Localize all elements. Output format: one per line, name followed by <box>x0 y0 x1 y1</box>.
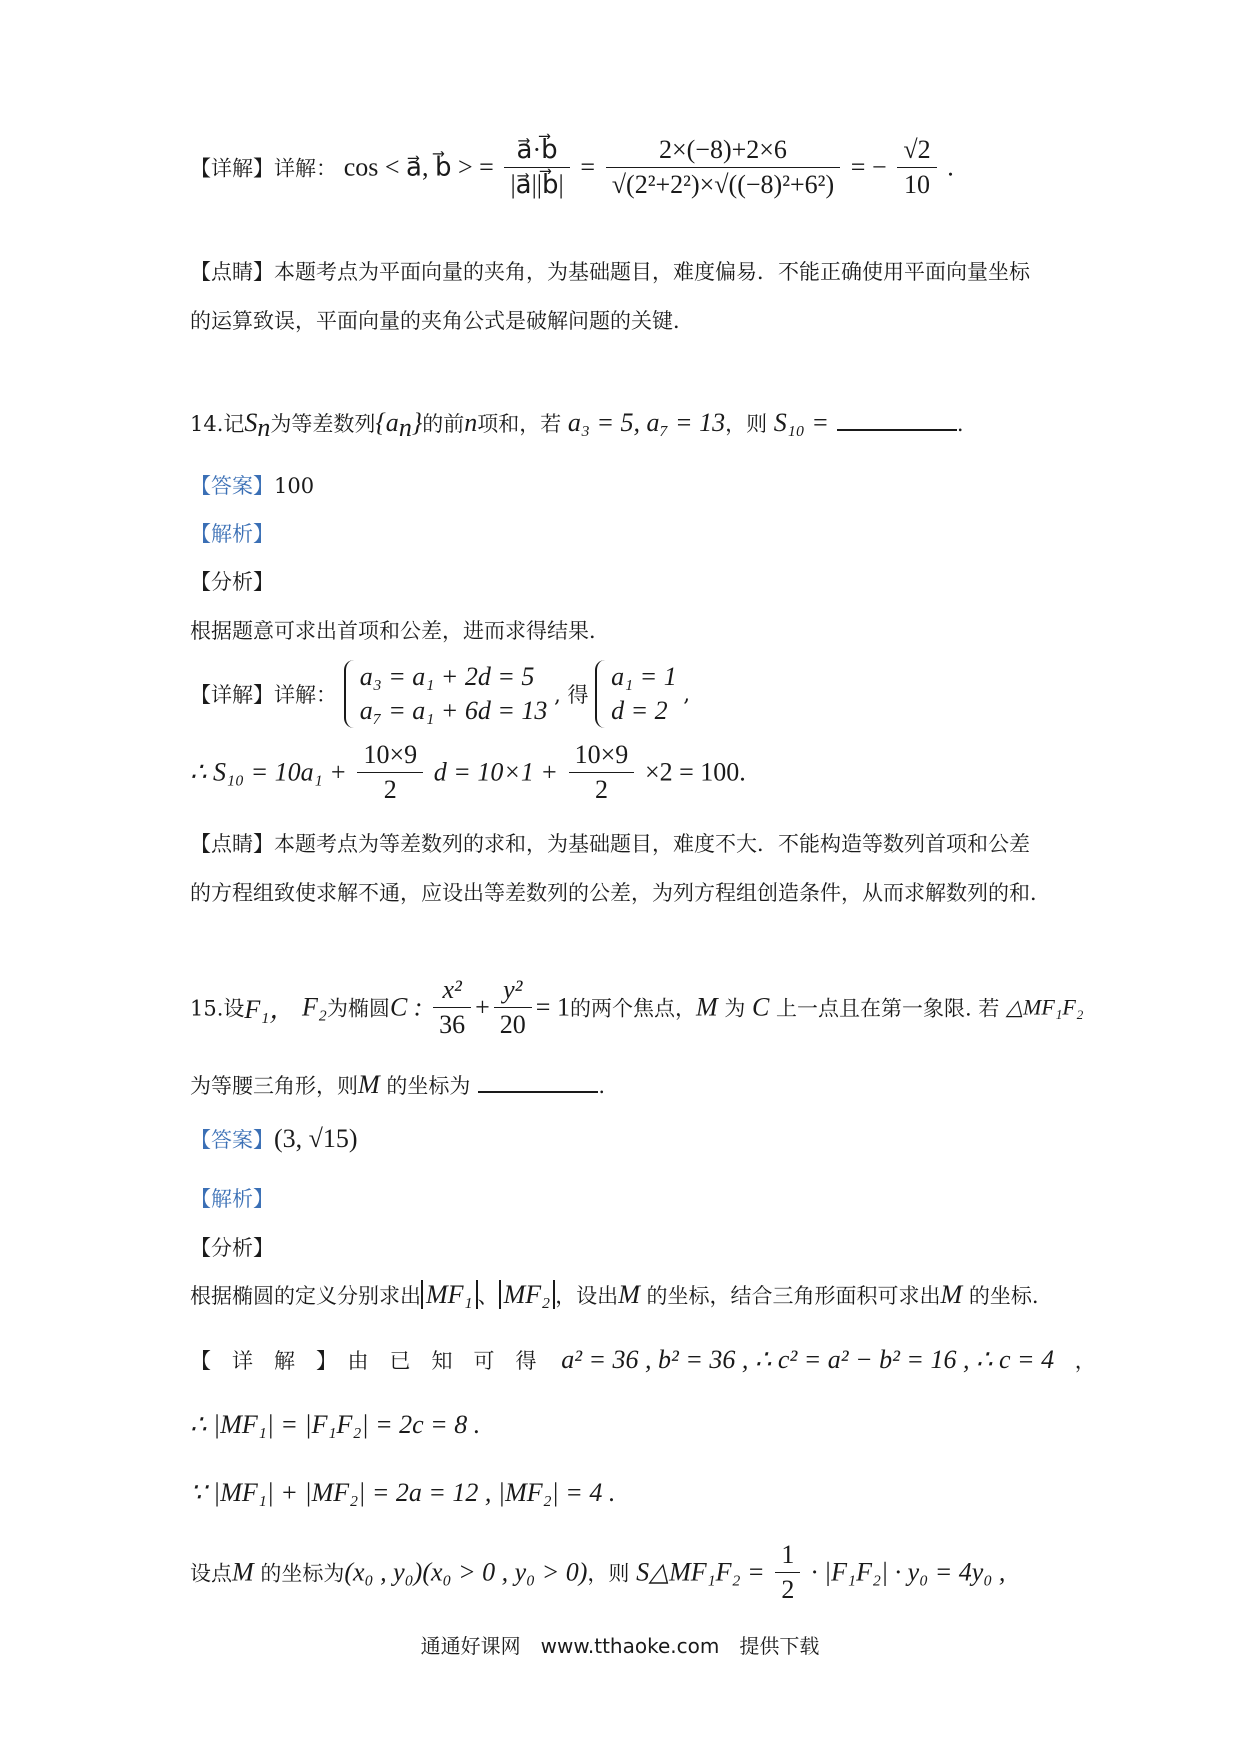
q15-fenxi-sep: 、 <box>477 1284 499 1308</box>
q14-sol-row2: d = 2 <box>611 696 668 725</box>
q13-formula-lhs: cos < a⃗, b⃗ > = <box>343 152 494 182</box>
q14-sum-mid: d = 10×1 + <box>433 757 558 787</box>
q15-fenxi-text4: 的坐标. <box>968 1284 1039 1308</box>
q15-m2: M <box>358 1070 380 1099</box>
q15-detail-eq: a² = 36 , b² = 36 , ∴ c² = a² − b² = 16 , ∴ c = 4 <box>561 1345 1055 1374</box>
q13-detail-line: 【详解】详解： cos < a⃗, b⃗ > = $\frac{a⃗\cdot b⃗}{|a⃗||b⃗|}$ = $\frac{2\times(-8)+2\times 6}{\text{√(2²+2²)×√((−8)²+6²)}}$ = − $\frac{√2}{10}$ . <box>190 135 954 199</box>
q13-result-sign: = − <box>850 152 887 182</box>
q14-s-sub: n <box>257 413 271 443</box>
q14-answer-value: 100 <box>274 474 315 498</box>
q15-line4-coords: (x₀ , y₀)(x₀ > 0 , y₀ > 0) <box>344 1557 588 1587</box>
q13-frac1-num: a⃗·b⃗ <box>504 135 569 168</box>
q15-tail3: 上一点且在第一象限. 若 <box>776 996 1000 1021</box>
q15-question-line1 <box>190 975 1084 1040</box>
q14-detail-label: 【详解】详解： <box>190 683 337 707</box>
q14-analysis-label: 【解析】 <box>190 522 274 546</box>
q15-line4-rest: · |F₁F₂| · y₀ = 4y₀ , <box>811 1557 1006 1587</box>
q14-note-text2: 的方程组致使求解不通，应设出等差数列的公差，为列方程组创造条件，从而求解数列的和． <box>190 881 1051 905</box>
q13-frac2-num: 2×(−8)+2×6 <box>606 135 840 168</box>
q15-fenxi-text3: 的坐标，结合三角形面积可求出 <box>646 1284 941 1308</box>
q14-fenxi-label: 【分析】 <box>190 570 274 594</box>
q13-frac1-den: |a⃗||b⃗| <box>510 170 564 199</box>
q14-note-line2 <box>190 877 1051 907</box>
q13-frac2 <box>606 135 840 200</box>
q13-note-text2: 的运算致误，平面向量的夹角公式是破解问题的关键． <box>190 309 694 333</box>
q15-tail2: 为 <box>724 996 746 1021</box>
q14-answer-blank <box>837 427 957 431</box>
q15-mid: 为椭圆 <box>326 996 390 1021</box>
q14-prefix: 14.记 <box>190 412 245 436</box>
q14-note-label: 【点睛】 <box>190 832 274 856</box>
q15-line4 <box>190 1540 1005 1605</box>
q14-sum-frac2 <box>569 740 635 805</box>
q14-fenxi-text: 根据题意可求出首项和公差，进而求得结果． <box>190 619 610 643</box>
q14-s: S <box>244 408 258 437</box>
q13-frac1 <box>504 135 569 200</box>
q14-solution <box>595 660 677 728</box>
q13-note-line2 <box>190 305 694 335</box>
q14-cond: a₃ = 5, a₇ = 13 <box>567 408 726 437</box>
q13-frac2-den: √(2²+2²)×√((−8)²+6²) <box>611 170 835 199</box>
q15-fenxi-text <box>190 1280 1039 1310</box>
q15-answer-label: 【答案】 <box>190 1128 274 1152</box>
q14-ask: S₁₀ = <box>773 408 829 437</box>
page-footer: 通通好课网 www.tthaoke.com 提供下载 <box>420 1634 820 1658</box>
q15-fenxi-abs2: MF₂ <box>499 1280 556 1309</box>
q15-prefix: 15.设 <box>190 996 245 1021</box>
q15-line4-text2: 的坐标为 <box>260 1561 345 1586</box>
q15-ellipse-end: = 1 <box>535 992 570 1022</box>
q13-note-line1 <box>190 256 1030 286</box>
q15-line4-frac-num: 1 <box>775 1540 800 1573</box>
q14-detail-get: , 得 <box>554 683 589 707</box>
q14-sum-frac1 <box>357 740 423 805</box>
q13-end: . <box>947 152 954 182</box>
q15-answer-blank <box>478 1089 598 1093</box>
q15-detail-comma: ， <box>1074 1349 1096 1373</box>
q15-fenxi-m2: M <box>940 1280 963 1309</box>
q13-note-label: 【点睛】 <box>190 260 274 284</box>
q14-sum-frac2-num: 10×9 <box>569 740 635 773</box>
q14-note-text1: 本题考点为等差数列的求和，为基础题目，难度不大．不能构造等数列首项和公差 <box>274 832 1030 856</box>
q14-question: 14.记$S_n$为等差数列$\{a_n\}$的前n项和，若 a₃ = 5, a₇ = 13，则 S₁₀ = . <box>190 408 964 443</box>
q15-ellipse-frac2-num: y² <box>494 975 532 1008</box>
q14-seq-sub: n <box>398 413 412 443</box>
q15-c2: C <box>752 992 770 1022</box>
q14-sum-frac1-den: 2 <box>383 775 397 804</box>
q15-detail <box>190 1345 1096 1375</box>
q13-note-text1: 本题考点为平面向量的夹角，为基础题目，难度偏易．不能正确使用平面向量坐标 <box>274 260 1030 284</box>
q14-tail1: 的前 <box>422 412 465 436</box>
q14-sol-row1: a₁ = 1 <box>611 662 677 691</box>
q15-line3-eq: ∵ |MF₁| + |MF₂| = 2a = 12 , |MF₂| = 4 . <box>190 1478 616 1507</box>
q14-n: n <box>464 408 478 437</box>
q15-c: C : <box>389 992 423 1022</box>
q15-line4-text3: ，则 <box>587 1561 630 1586</box>
q14-sum <box>190 740 746 805</box>
q14-answer <box>190 470 314 500</box>
q15-fenxi-m: M <box>618 1280 640 1309</box>
q15-line4-s: S△MF₁F₂ = <box>636 1557 765 1587</box>
q15-ellipse-frac1 <box>433 975 471 1040</box>
q15-ellipse-frac2 <box>494 975 532 1040</box>
q15-fenxi-label: 【分析】 <box>190 1236 274 1260</box>
q15-line4-m: M <box>232 1557 254 1587</box>
q15-f1: F₁， <box>244 995 296 1024</box>
q15-line2-eq: ∴ |MF₁| = |F₁F₂| = 2c = 8 . <box>190 1410 481 1439</box>
q15-answer <box>190 1124 358 1154</box>
q14-mid: 为等差数列 <box>270 412 376 436</box>
q14-sum-lhs: ∴ S₁₀ = 10a₁ + <box>190 757 347 787</box>
q15-ellipse-frac2-den: 20 <box>499 1010 526 1039</box>
q14-tail3: ，则 <box>725 412 768 436</box>
q14-tail2: 项和，若 <box>477 412 562 436</box>
q15-fenxi-text1: 根据椭圆的定义分别求出 <box>190 1284 421 1308</box>
q15-answer-value: (3, √15) <box>274 1124 358 1153</box>
q15-ellipse-frac1-num: x² <box>433 975 471 1008</box>
q14-note-line1 <box>190 828 1030 858</box>
q15-f2: F₂ <box>302 992 327 1022</box>
q14-answer-label: 【答案】 <box>190 474 274 498</box>
q15-detail-label: 【 详 解 】 由 已 知 可 得 <box>190 1349 537 1373</box>
q14-seq: {a <box>375 408 399 437</box>
q13-frac3-num: √2 <box>897 135 936 168</box>
q15-line4-frac <box>775 1540 800 1605</box>
q14-sys-row1: a₃ = a₁ + 2d = 5 <box>359 662 535 691</box>
q14-sol-end: , <box>683 682 691 706</box>
q14-sum-frac1-num: 10×9 <box>357 740 423 773</box>
q15-tri: △MF₁F₂ <box>1006 994 1084 1020</box>
q14-detail <box>190 660 690 728</box>
q15-m: M <box>695 992 718 1022</box>
q15-fenxi-abs1: MF₁ <box>421 1280 478 1309</box>
q15-analysis-label: 【解析】 <box>190 1187 274 1211</box>
q14-solution-brace <box>595 660 609 728</box>
q15-ellipse-plus: + <box>475 992 490 1022</box>
q15-ellipse-frac1-den: 36 <box>439 1010 466 1039</box>
q15-tail1: 的两个焦点， <box>569 996 696 1021</box>
q14-system <box>344 660 548 728</box>
q15-line2-tail: 的坐标为 <box>386 1074 471 1098</box>
q14-sum-frac2-den: 2 <box>594 775 608 804</box>
q13-frac3 <box>897 135 936 200</box>
q15-line4-text: 设点 <box>190 1561 232 1586</box>
q15-question-line2: 为等腰三角形，则M 的坐标为 . <box>190 1070 606 1099</box>
q14-sum-end: ×2 = 100. <box>644 757 746 787</box>
q14-system-brace <box>344 660 358 728</box>
q15-line2: 为等腰三角形，则 <box>190 1074 358 1098</box>
q15-fenxi-text2: ，设出 <box>555 1284 619 1308</box>
q13-detail-label: 【详解】详解： <box>190 156 337 181</box>
q14-sys-row2: a₇ = a₁ + 6d = 13 <box>359 696 548 725</box>
q13-frac3-den: 10 <box>903 170 930 199</box>
q14-seq-end: } <box>411 408 423 437</box>
q15-line4-frac-den: 2 <box>781 1575 795 1604</box>
